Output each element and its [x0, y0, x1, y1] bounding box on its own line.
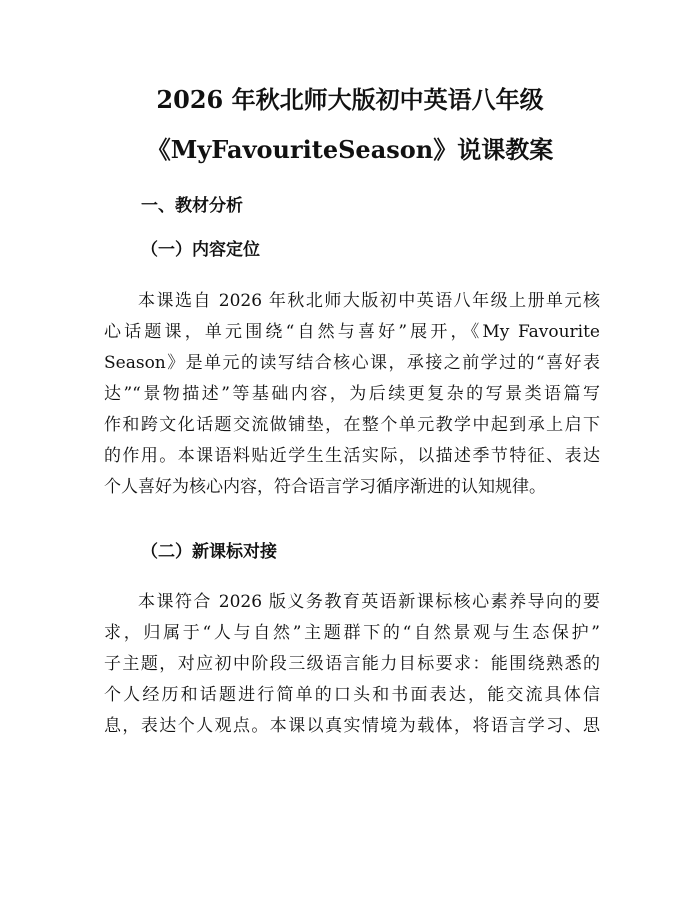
- paragraph-line: 达”“景物描述”等基础内容，为后续更复杂的写景类语篇写: [104, 384, 600, 404]
- paragraph-line: Season》是单元的读写结合核心课，承接之前学过的“喜好表: [104, 353, 600, 373]
- paragraph-line: 息，表达个人观点。本课以真实情境为载体，将语言学习、思: [104, 716, 600, 736]
- subsection-heading-curriculum-alignment: （二）新课标对接: [141, 542, 277, 562]
- paragraph-line: 心话题课，单元围绕“自然与喜好”展开，《My Favourite: [104, 322, 600, 342]
- paragraph-line: 子主题，对应初中阶段三级语言能力目标要求：能围绕熟悉的: [104, 654, 600, 674]
- subsection-heading-content-positioning: （一）内容定位: [141, 240, 260, 260]
- paragraph-content-positioning: [104, 286, 604, 503]
- paragraph-line: 作和跨文化话题交流做铺垫，在整个单元教学中起到承上启下: [104, 415, 600, 435]
- paragraph-line: 个人喜好为核心内容，符合语言学习循序渐进的认知规律。: [104, 477, 546, 497]
- paragraph-line: 的作用。本课语料贴近学生生活实际，以描述季节特征、表达: [104, 446, 600, 466]
- section-heading-materials-analysis: 一、教材分析: [141, 196, 243, 216]
- paragraph-line: 本课选自 2026 年秋北师大版初中英语八年级上册单元核: [138, 291, 600, 311]
- document-title-line-1: 2026 年秋北师大版初中英语八年级: [156, 85, 544, 114]
- document-title-line-2: 《MyFavouriteSeason》说课教案: [146, 135, 554, 164]
- paragraph-curriculum-alignment: [104, 587, 604, 742]
- paragraph-line: 本课符合 2026 版义务教育英语新课标核心素养导向的要: [138, 592, 600, 612]
- paragraph-line: 求，归属于“人与自然”主题群下的“自然景观与生态保护”: [104, 623, 600, 643]
- paragraph-line: 个人经历和话题进行简单的口头和书面表达，能交流具体信: [104, 685, 600, 705]
